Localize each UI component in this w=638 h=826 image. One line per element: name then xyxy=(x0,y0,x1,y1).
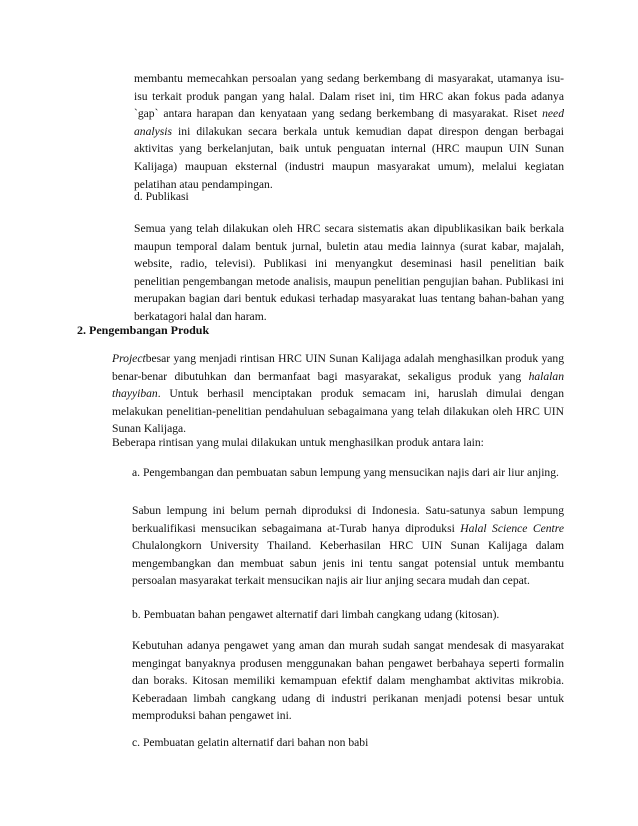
paragraph-sabun-lempung xyxy=(132,502,564,590)
list-item-c-title: c. Pembuatan gelatin alternatif dari bahan non babi xyxy=(132,736,369,749)
section-heading-pengembangan-produk: 2. Pengembangan Produk xyxy=(77,323,210,337)
list-item-b-title: b. Pembuatan bahan pengawet alternatif dari limbah cangkang udang (kitosan). xyxy=(132,608,500,621)
italic-term: Project xyxy=(112,352,146,365)
paragraph-text: ini dilakukan secara berkala untuk kemudian dapat direspon dengan berbagai aktivitas yang berkelanjutan, baik untuk penguatan internal (HRC maupun UIN Sunan Kalijaga) maupuan eksternal (industri maupun masyarakat umum), melalui kegiatan pelatihan atau pendampingan. xyxy=(134,124,564,191)
paragraph-text: Chulalongkorn University Thailand. Keberhasilan HRC UIN Sunan Kalijaga dalam mengembangkan dan membuat sabun jenis ini tentu sangat potensial untuk membantu persoalan masyarakat terkait mensucikan najis air liur anjing secara mudah dan cepat. xyxy=(132,539,564,588)
italic-term: need analysis xyxy=(134,107,564,138)
paragraph-text: besar yang menjadi rintisan HRC UIN Sunan Kalijaga adalah menghasilkan produk yang benar-benar dibutuhkan dan bermanfaat bagi masyarakat, sekaligus produk yang xyxy=(112,352,564,383)
paragraph-text: . Untuk berhasil menciptakan produk semacam ini, haruslah dimulai dengan melakukan penelitian-penelitian pendahuluan sebagaimana yang telah dilakukan oleh HRC UIN Sunan Kalijaga. xyxy=(112,387,564,436)
paragraph-text: Sabun lempung ini belum pernah diproduksi di Indonesia. Satu-satunya sabun lempung berkualifikasi mensucikan sebagaimana at-Turab hanya diproduksi xyxy=(132,504,564,535)
list-item-a-title: a. Pengembangan dan pembuatan sabun lempung yang mensucikan najis dari air liur anjing. xyxy=(132,466,559,479)
paragraph-beberapa-rintisan: Beberapa rintisan yang mulai dilakukan untuk menghasilkan produk antara lain: xyxy=(112,436,484,449)
subheading-publikasi: d. Publikasi xyxy=(134,190,189,203)
paragraph-publikasi: Semua yang telah dilakukan oleh HRC secara sistematis akan dipublikasikan baik berkala maupun temporal dalam bentuk jurnal, buletin atau media lainnya (surat kabar, majalah, website, radio, televisi). Publikasi ini menyangkut deseminasi hasil penelitian baik penelitian pengembangan metode analisis, maupun penelitian pengujian bahan. Publikasi ini merupakan bagian dari bentuk edukasi terhadap masyarakat luas tentang bahan-bahan yang berkatagori halal dan haram. xyxy=(134,222,564,323)
paragraph-kitosan: Kebutuhan adanya pengawet yang aman dan murah sudah sangat mendesak di masyarakat mengingat banyaknya produsen menggunakan bahan pengawet berbahaya seperti formalin dan boraks. Kitosan memiliki kemampuan efektif dalam menghambat aktivitas mikrobia. Keberadaan limbah cangkang udang di industri perikanan menjadi potensi besar untuk memproduksi bahan pengawet ini. xyxy=(132,639,564,723)
paragraph-text: membantu memecahkan persoalan yang sedang berkembang di masyarakat, utamanya isu-isu terkait produk pangan yang halal. Dalam riset ini, tim HRC akan fokus pada adanya `gap` antara harapan dan kenyataan yang sedang berkembang di masyarakat. Riset xyxy=(134,72,564,121)
paragraph-riset-need-analysis xyxy=(134,70,564,193)
italic-term: Halal Science Centre xyxy=(460,521,564,535)
paragraph-project xyxy=(112,350,564,438)
italic-term: halalan thayyiban xyxy=(112,369,564,401)
